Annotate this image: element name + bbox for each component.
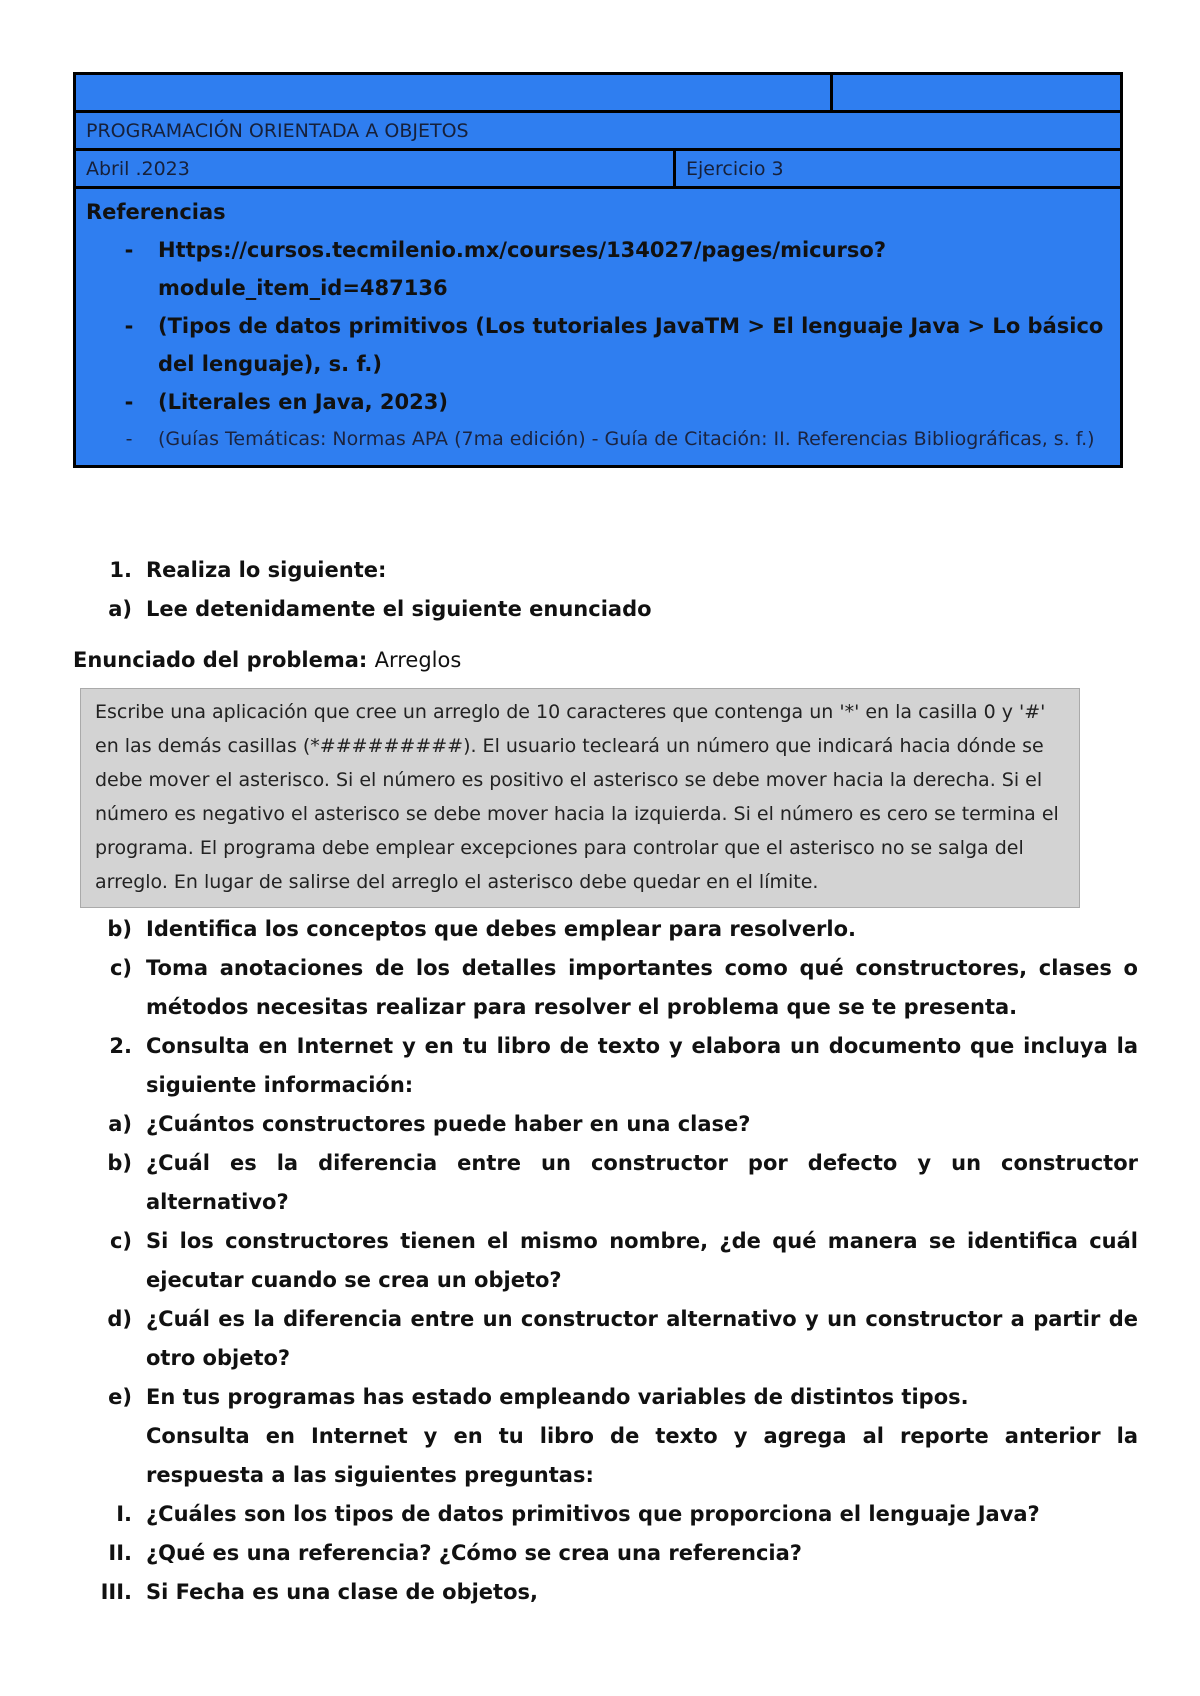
list-marker: a)	[108, 597, 132, 621]
list-text: Consulta en Internet y en tu libro de texto y elabora un documento que incluya la siguiente información:	[146, 1034, 1138, 1097]
list-text: Realiza lo siguiente:	[146, 558, 387, 582]
list-item	[73, 1573, 1138, 1612]
list-item	[73, 1027, 1138, 1105]
list-marker: 2.	[109, 1034, 132, 1058]
list-text: Consulta en Internet y en tu libro de texto y agrega al reporte anterior la respuesta a las siguientes preguntas:	[146, 1424, 1138, 1487]
list-marker: I.	[116, 1502, 132, 1526]
list-marker	[73, 1417, 146, 1495]
list-text: En tus programas has estado empleando variables de distintos tipos.	[146, 1385, 969, 1409]
list-text: ¿Cuál es la diferencia entre un constructor por defecto y un constructor alternativo?	[146, 1151, 1138, 1214]
header-row-course	[76, 113, 1120, 151]
references-title: Referencias	[86, 200, 226, 224]
header-cell-top-right	[833, 75, 1120, 110]
reference-item	[86, 383, 1110, 421]
list-item	[73, 1222, 1138, 1300]
list-marker: c)	[109, 1229, 132, 1253]
list-marker: 1.	[109, 558, 132, 582]
problem-statement-box: Escribe una aplicación que cree un arreglo de 10 caracteres que contenga un '*' en la casilla 0 y '#' en las demás casillas (*#########). El usuario tecleará un número que indicará hacia dónde se debe mover el asterisco. Si el número es positivo el asterisco se debe mover hacia la derecha. Si el número es negativo el asterisco se debe mover hacia la izquierda. Si el número es cero se termina el programa. El programa debe emplear excepciones para controlar que el asterisco no se salga del arreglo. En lugar de salirse del arreglo el asterisco debe quedar en el límite.	[80, 688, 1080, 908]
list-marker: b)	[107, 1151, 132, 1175]
reference-text: (Tipos de datos primitivos (Los tutoriales JavaTM > El lenguaje Java > Lo básico del lenguaje), s. f.)	[158, 314, 1104, 376]
problem-heading	[73, 641, 1138, 680]
course-title: PROGRAMACIÓN ORIENTADA A OBJETOS	[86, 119, 469, 142]
reference-item	[86, 231, 1110, 307]
list-marker: d)	[107, 1307, 132, 1331]
header-row-top	[76, 75, 1120, 113]
list-text: ¿Cuáles son los tipos de datos primitivos que proporciona el lenguaje Java?	[146, 1502, 1040, 1526]
reference-link[interactable]: Https://cursos.tecmilenio.mx/courses/134027/pages/micurso?module_item_id=487136	[158, 238, 887, 300]
list-text: ¿Cuál es la diferencia entre un constructor alternativo y un constructor a partir de otro objeto?	[146, 1307, 1138, 1370]
list-item	[73, 1534, 1138, 1573]
list-item	[73, 551, 1138, 590]
list-item	[73, 1495, 1138, 1534]
reference-text: (Literales en Java, 2023)	[158, 390, 448, 414]
reference-item	[86, 307, 1110, 383]
reference-bullet: -	[124, 314, 134, 338]
list-item	[73, 949, 1138, 1027]
header-table	[73, 72, 1123, 468]
list-text: ¿Qué es una referencia? ¿Cómo se crea una referencia?	[146, 1541, 802, 1565]
list-item	[73, 1300, 1138, 1378]
references-section	[76, 189, 1120, 465]
list-marker: III.	[100, 1580, 132, 1604]
list-text: Si Fecha es una clase de objetos,	[146, 1580, 538, 1604]
exercise-cell: Ejercicio 3	[686, 157, 784, 180]
reference-text: (Guías Temáticas: Normas APA (7ma edición) - Guía de Citación: II. Referencias Bibliográficas, s. f.)	[158, 428, 1095, 450]
header-row-date	[76, 151, 1120, 189]
problem-heading-label: Enunciado del problema:	[73, 648, 368, 672]
list-text: Lee detenidamente el siguiente enunciado	[146, 597, 652, 621]
problem-heading-value: Arreglos	[374, 648, 462, 672]
list-text: Identifica los conceptos que debes emplear para resolverlo.	[146, 917, 857, 941]
reference-bullet: -	[124, 390, 134, 414]
list-item	[73, 1105, 1138, 1144]
list-item	[73, 910, 1138, 949]
list-marker: e)	[108, 1385, 132, 1409]
list-marker: II.	[108, 1541, 132, 1565]
date-cell: Abril .2023	[76, 151, 676, 186]
list-marker: a)	[108, 1112, 132, 1136]
list-item	[73, 1417, 1138, 1495]
header-cell-top-left	[76, 75, 833, 110]
list-text: ¿Cuántos constructores puede haber en una clase?	[146, 1112, 751, 1136]
list-text: Toma anotaciones de los detalles importantes como qué constructores, clases o métodos necesitas realizar para resolver el problema que se te presenta.	[146, 956, 1138, 1019]
reference-bullet: -	[125, 428, 133, 450]
list-marker: c)	[109, 956, 132, 980]
document-body	[73, 551, 1138, 1612]
list-item	[73, 1378, 1138, 1417]
list-item	[73, 1144, 1138, 1222]
list-item	[73, 590, 1138, 629]
list-marker: b)	[107, 917, 132, 941]
reference-item	[86, 421, 1110, 457]
list-text: Si los constructores tienen el mismo nombre, ¿de qué manera se identifica cuál ejecutar cuando se crea un objeto?	[146, 1229, 1138, 1292]
reference-bullet: -	[124, 238, 134, 262]
